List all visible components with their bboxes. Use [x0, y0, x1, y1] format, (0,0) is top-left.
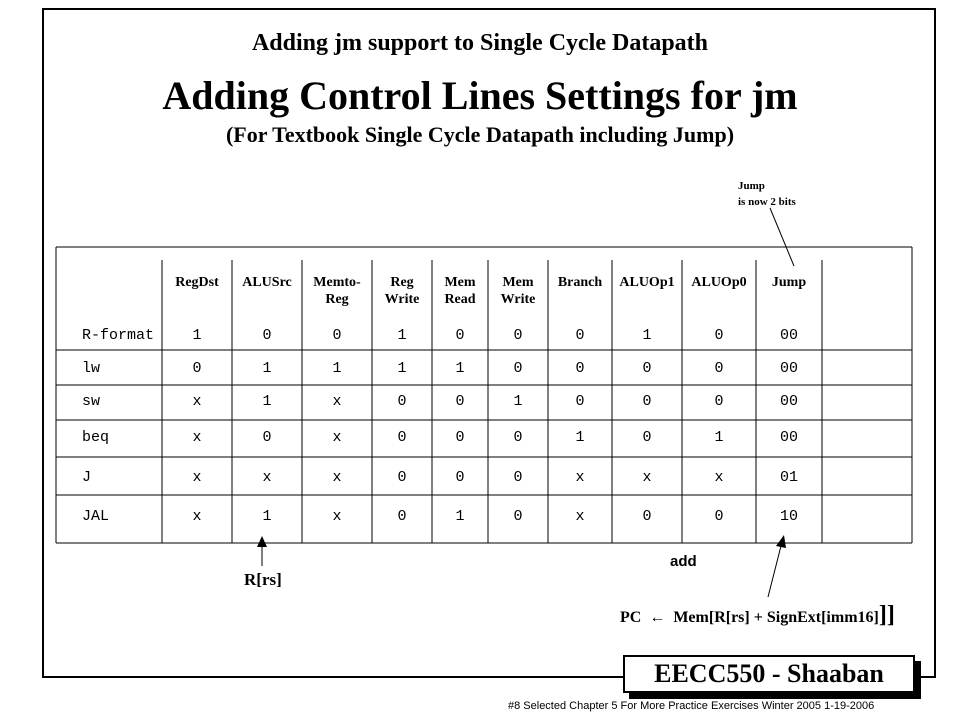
table-cell: 00: [779, 393, 798, 410]
table-cell: 0: [397, 508, 407, 525]
pc-arrow-head: [776, 535, 786, 548]
col-header-memtoreg: Memto- Reg: [313, 275, 361, 307]
table-cell: 1: [513, 393, 523, 410]
rrs-label: R[rs]: [244, 570, 282, 589]
table-cell: 1: [262, 393, 272, 410]
table-cell: 01: [779, 469, 798, 486]
table-cell: 0: [513, 469, 523, 486]
table-cell: x: [642, 469, 652, 486]
jump-note-line1: Jump: [738, 180, 765, 192]
table-cell: 0: [642, 508, 652, 525]
table-cell: 00: [779, 360, 798, 377]
col-header-regdst: RegDst: [175, 275, 219, 290]
table-cell: 0: [714, 393, 724, 410]
table-cell: 1: [642, 327, 652, 344]
table-cell: 0: [332, 327, 342, 344]
table-cell: 0: [575, 393, 585, 410]
table-cell: 0: [262, 429, 272, 446]
table-cell: 1: [455, 360, 465, 377]
table-cell: 0: [397, 469, 407, 486]
table-cell: 1: [714, 429, 724, 446]
course-badge: EECC550 - Shaaban: [623, 655, 915, 693]
table-cell: x: [332, 393, 342, 410]
slide-parenthetical: (For Textbook Single Cycle Datapath including Jump): [225, 122, 735, 147]
col-header-alusrc: ALUSrc: [242, 275, 292, 290]
jump-note-line2: is now 2 bits: [738, 196, 796, 208]
table-cell: 10: [779, 508, 798, 525]
table-cell: x: [332, 469, 342, 486]
row-label: lw: [82, 360, 101, 377]
table-cell: 1: [332, 360, 342, 377]
table-cell: 00: [779, 327, 798, 344]
table-cell: 0: [513, 429, 523, 446]
pc-formula-brackets: ]]: [878, 602, 895, 628]
table-cell: 1: [192, 327, 202, 344]
slide-title: Adding Control Lines Settings for jm: [162, 73, 798, 118]
table-cell: x: [192, 508, 202, 525]
table-cell: x: [575, 469, 585, 486]
table-cell: x: [332, 429, 342, 446]
table-cell: 0: [714, 327, 724, 344]
table-cell: x: [192, 393, 202, 410]
table-cell: 1: [262, 508, 272, 525]
table-cell: x: [575, 508, 585, 525]
table-cell: 0: [714, 360, 724, 377]
table-cell: 1: [455, 508, 465, 525]
pc-formula: [620, 602, 895, 629]
table-cell: 0: [642, 393, 652, 410]
table-cell: 0: [455, 469, 465, 486]
col-header-aluop0: ALUOp0: [691, 275, 747, 290]
table-cell: 0: [714, 508, 724, 525]
col-header-jump: Jump: [771, 275, 807, 290]
table-cell: 0: [513, 360, 523, 377]
table-cell: 00: [779, 429, 798, 446]
col-header-memwrite: Mem Write: [500, 275, 536, 307]
slide-footer: #8 Selected Chapter 5 For More Practice Exercises Winter 2005 1-19-2006: [508, 700, 875, 712]
table-cell: 1: [397, 327, 407, 344]
row-label: sw: [82, 393, 101, 410]
table-cell: 1: [575, 429, 585, 446]
table-cell: 0: [575, 327, 585, 344]
table-cell: x: [192, 429, 202, 446]
col-header-memread: Mem Read: [444, 275, 476, 307]
table-cell: 0: [513, 327, 523, 344]
table-cell: 0: [455, 327, 465, 344]
table-cell: 0: [192, 360, 202, 377]
table-cell: 0: [575, 360, 585, 377]
table-cell: x: [262, 469, 272, 486]
table-cell: x: [714, 469, 724, 486]
table-cell: 0: [397, 393, 407, 410]
pc-arrow-line: [768, 542, 782, 597]
table-cell: 1: [262, 360, 272, 377]
slide-subtitle: Adding jm support to Single Cycle Datapath: [251, 30, 709, 56]
table-cell: 0: [455, 429, 465, 446]
jump-note-pointer: [770, 208, 794, 266]
row-label: JAL: [82, 508, 110, 525]
table-cell: x: [192, 469, 202, 486]
rrs-arrow-head: [257, 536, 267, 547]
table-cell: 1: [397, 360, 407, 377]
col-header-regwrite: Reg Write: [384, 275, 420, 307]
col-header-aluop1: ALUOp1: [619, 275, 675, 290]
row-label: J: [82, 469, 92, 486]
table-cell: 0: [397, 429, 407, 446]
add-label: add: [670, 553, 697, 570]
table-cell: 0: [513, 508, 523, 525]
row-label: R-format: [82, 327, 155, 344]
table-cell: 0: [455, 393, 465, 410]
row-label: beq: [82, 429, 110, 446]
table-cell: 0: [262, 327, 272, 344]
table-cell: 0: [642, 360, 652, 377]
col-header-branch: Branch: [557, 275, 603, 290]
table-cell: 0: [642, 429, 652, 446]
pc-formula-text: PC ← Mem[R[rs] + SignExt[imm16]: [620, 609, 879, 626]
table-cell: x: [332, 508, 342, 525]
